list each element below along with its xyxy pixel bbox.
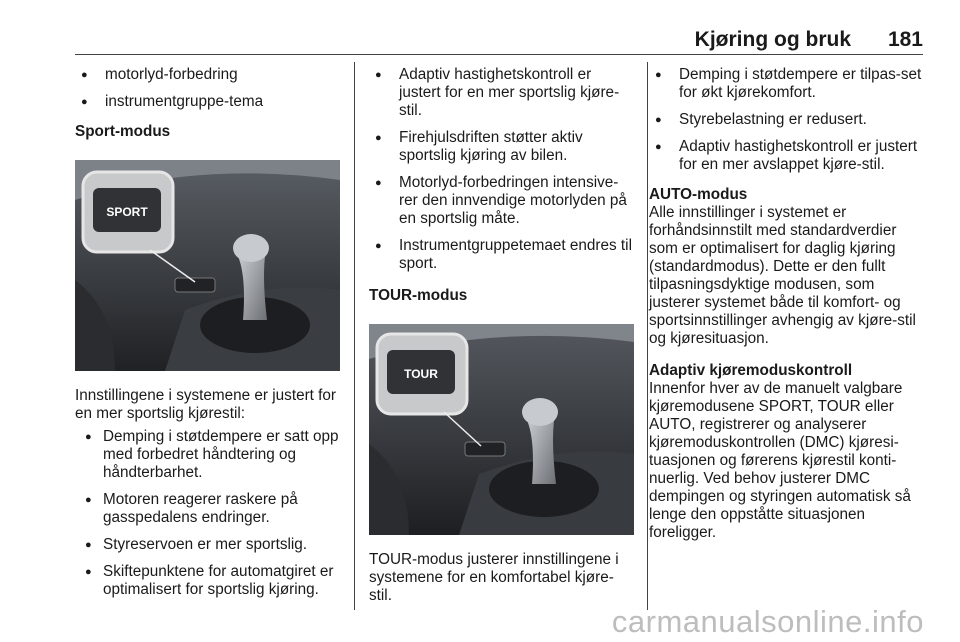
top-bullet-list <box>75 66 340 111</box>
list-item: ● Styrebelastning er redusert. <box>649 111 925 129</box>
column-divider-2 <box>647 62 648 610</box>
page-number: 181 <box>887 28 923 51</box>
tour-console-photo <box>369 324 634 535</box>
list-item: ● Adaptiv hastighetskontroll er justert for en mer avslappet kjøre-stil. <box>649 138 925 174</box>
tour-mode-heading: TOUR-modus <box>369 287 468 304</box>
list-item: ● Motoren reagerer raskere på gasspedalens endringer. <box>75 491 340 527</box>
list-item: ● Instrumentgruppetemaet endres til sport. <box>369 237 634 273</box>
tour-button-text: TOUR <box>404 367 438 381</box>
column-divider-1 <box>354 62 355 610</box>
list-item: ● Adaptiv hastighetskontroll er justert for en mer sportslig kjøre-stil. <box>369 66 634 120</box>
sport-cont-bullet-list <box>369 66 634 273</box>
list-item: ● Demping i støtdempere er satt opp med forbedret håndtering og håndterbarhet. <box>75 428 340 482</box>
sport-bullet-list <box>75 428 340 599</box>
page-header <box>75 28 923 52</box>
list-item: ● motorlyd-forbedring <box>75 66 340 84</box>
list-item: ● instrumentgruppe-tema <box>75 93 340 111</box>
watermark: carmanualsonline.info <box>611 604 924 639</box>
sport-button-text: SPORT <box>106 205 148 219</box>
adaptive-text: Innenfor hver av de manuelt valgbare kjøremodusene SPORT, TOUR eller AUTO, registrerer og analyserer kjøremoduskontrollen (DMC) kjøresi-tuasjonen og førerens kjørestil konti-nuerlig. Ved behov justerer DMC dempingen og styringen automatisk så lenge den oppståtte situasjonen foreligger. <box>649 380 911 541</box>
chapter-title: Kjøring og bruk <box>694 28 851 51</box>
list-item: ● Firehjulsdriften støtter aktiv sportslig kjøring av bilen. <box>369 129 634 165</box>
sport-mode-heading: Sport-modus <box>75 123 171 140</box>
list-item: ● Skiftepunktene for automatgiret er optimalisert for sportslig kjøring. <box>75 563 340 599</box>
column-3 <box>649 66 925 542</box>
column-2 <box>369 66 634 605</box>
adaptive-heading: Adaptiv kjøremoduskontroll <box>649 362 853 379</box>
header-rule <box>75 54 923 55</box>
auto-text: Alle innstillinger i systemet er forhåndsinnstilt med standardverdier som er optimalisert for daglig kjøring (standardmodus). Dette er den fullt tilpasningsdyktige modusen, som justerer systemet både til komfort- og sportsinnstillinger avhengig av kjøre-stil og kjøresituasjon. <box>649 204 916 347</box>
sport-console-photo <box>75 160 340 371</box>
tour-text: TOUR-modus justerer innstillingene i systemene for en komfortabel kjøre-stil. <box>369 551 619 604</box>
list-item: ● Styreservoen er mer sportslig. <box>75 536 340 554</box>
list-item: ● Motorlyd-forbedringen intensive-rer den innvendige motorlyden på en sportslig måte. <box>369 174 634 228</box>
list-item: ● Demping i støtdempere er tilpas-set for økt kjørekomfort. <box>649 66 925 102</box>
auto-mode-heading: AUTO-modus <box>649 186 748 203</box>
tour-cont-bullet-list <box>649 66 925 174</box>
column-1 <box>75 66 340 608</box>
sport-intro: Innstillingene i systemene er justert for en mer sportslig kjørestil: <box>75 387 337 422</box>
